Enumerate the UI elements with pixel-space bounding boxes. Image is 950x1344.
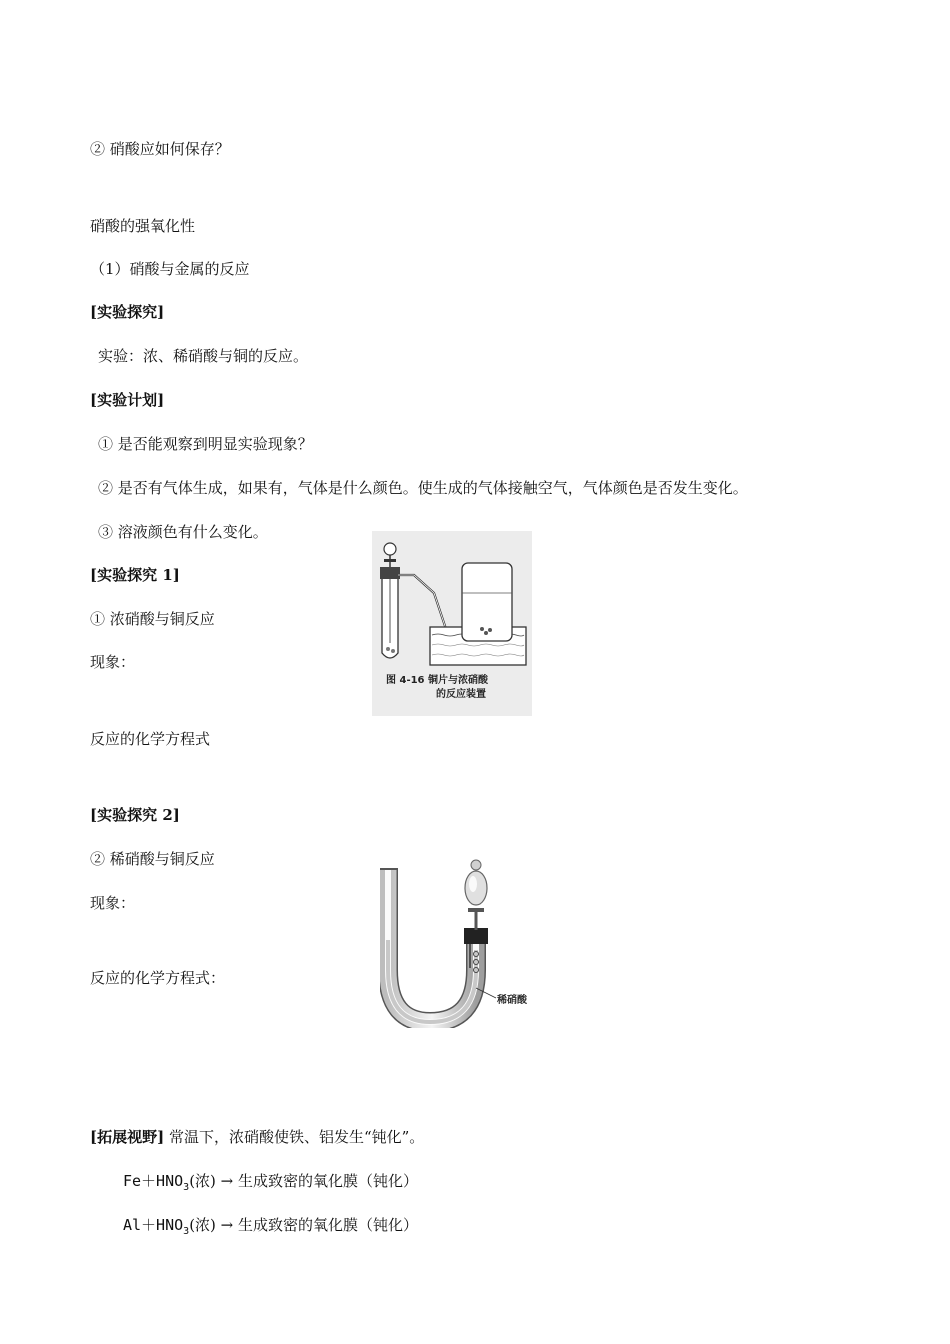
al-equation (123, 1215, 418, 1242)
al-reactants: Al＋HNO (123, 1216, 184, 1234)
figure1-caption-line2: 的反应装置 (436, 689, 486, 700)
extension-paragraph (90, 1127, 424, 1147)
al-product: (浓) → 生成致密的氧化膜（钝化） (189, 1216, 418, 1234)
section-title: 硝酸的强氧化性 (90, 217, 196, 235)
fe-product: (浓) → 生成致密的氧化膜（钝化） (189, 1172, 418, 1190)
plan-item-2: ② 是否有气体生成，如果有，气体是什么颜色。使生成的气体接触空气，气体颜色是否发生变化。 (98, 479, 748, 497)
exp1-item: ① 浓硝酸与铜反应 (90, 610, 215, 628)
exp1-phenomenon: 现象： (90, 653, 136, 671)
exp1-heading: [实验探究 1] (90, 566, 180, 584)
plan-item-3: ③ 溶液颜色有什么变化。 (98, 523, 268, 541)
fe-equation (123, 1171, 418, 1198)
apparatus-figure-1 (372, 531, 532, 716)
plan-item-1: ① 是否能观察到明显实验现象？ (98, 435, 313, 453)
exp2-phenomenon: 现象： (90, 894, 136, 912)
figure2-label: 稀硝酸 (497, 995, 527, 1006)
fe-subscript: 3 (183, 1182, 190, 1193)
exp2-item: ② 稀硝酸与铜反应 (90, 850, 215, 868)
exp2-equation-label: 反应的化学方程式： (90, 969, 226, 987)
extension-heading: [拓展视野] (90, 1128, 165, 1146)
plan-heading: [实验计划] (90, 391, 165, 409)
extension-text: 常温下，浓硝酸使铁、铝发生“钝化”。 (164, 1128, 425, 1146)
al-subscript: 3 (183, 1226, 190, 1237)
exp2-heading: [实验探究 2] (90, 806, 180, 824)
experiment-text: 实验：浓、稀硝酸与铜的反应。 (98, 347, 309, 365)
explore-heading: [实验探究] (90, 303, 165, 321)
apparatus-figure-2 (380, 850, 550, 1028)
subsection-title: （1）硝酸与金属的反应 (90, 260, 250, 278)
question-storage: ② 硝酸应如何保存？ (90, 140, 230, 158)
fe-reactants: Fe＋HNO (123, 1172, 184, 1190)
figure1-caption-line1: 图 4-16 铜片与浓硝酸 (386, 675, 488, 686)
exp1-equation-label: 反应的化学方程式 (90, 730, 211, 748)
